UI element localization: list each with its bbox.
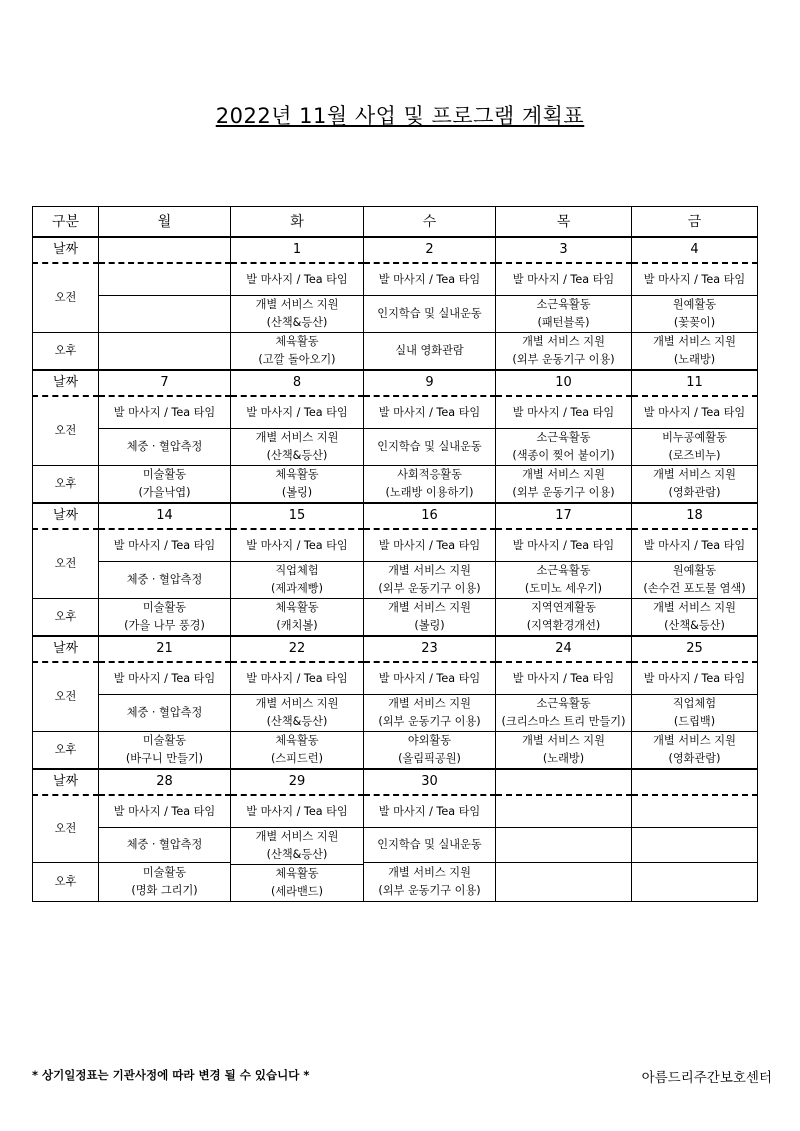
schedule-cell (496, 795, 632, 828)
date-row (33, 769, 758, 795)
schedule-cell: 개별 서비스 지원 (산책&등산) (632, 599, 758, 637)
schedule-cell: 발 마사지 / Tea 타임 (496, 529, 632, 562)
date-cell: 15 (231, 503, 364, 529)
schedule-cell: 발 마사지 / Tea 타임 (99, 529, 231, 562)
date-cell: 9 (364, 370, 496, 396)
date-label: 날짜 (33, 769, 99, 795)
header-cell: 월 (99, 207, 231, 238)
schedule-body (33, 207, 758, 902)
schedule-cell: 발 마사지 / Tea 타임 (364, 529, 496, 562)
date-cell: 14 (99, 503, 231, 529)
schedule-cell: 인지학습 및 실내운동 (364, 296, 496, 333)
date-cell: 4 (632, 237, 758, 263)
schedule-cell: 발 마사지 / Tea 타임 (364, 662, 496, 695)
date-cell: 28 (99, 769, 231, 795)
date-cell (496, 769, 632, 795)
date-cell: 23 (364, 636, 496, 662)
schedule-cell (99, 333, 231, 371)
footer-note: * 상기일정표는 기관사정에 따라 변경 될 수 있습니다 * (32, 1068, 310, 1082)
schedule-cell: 개별 서비스 지원 (볼링) (364, 599, 496, 637)
am-row-1 (33, 396, 758, 429)
schedule-cell: 미술활동 (가을 나무 풍경) (99, 599, 231, 637)
schedule-cell: 발 마사지 / Tea 타임 (99, 795, 231, 828)
schedule-cell: 체육활동 (고깔 돌아오기) (231, 333, 364, 371)
schedule-cell: 체육활동 (세라밴드) (231, 865, 364, 902)
am-label: 오전 (33, 795, 99, 863)
header-cell: 목 (496, 207, 632, 238)
pm-label: 오후 (33, 599, 99, 637)
schedule-cell: 개별 서비스 지원 (노래방) (496, 732, 632, 770)
date-cell: 29 (231, 769, 364, 795)
pm-label: 오후 (33, 732, 99, 770)
date-cell: 3 (496, 237, 632, 263)
schedule-cell: 개별 서비스 지원 (영화관람) (632, 732, 758, 770)
header-cell: 구분 (33, 207, 99, 238)
schedule-cell: 직업체험 (드립백) (632, 695, 758, 732)
schedule-cell: 소근육활동 (도미노 세우기) (496, 562, 632, 599)
date-label: 날짜 (33, 237, 99, 263)
schedule-cell: 체중 · 혈압측정 (99, 695, 231, 732)
schedule-cell: 발 마사지 / Tea 타임 (231, 795, 364, 828)
am-row-2 (33, 562, 758, 599)
page-title (0, 100, 800, 130)
schedule-cell: 발 마사지 / Tea 타임 (496, 263, 632, 296)
schedule-cell (99, 296, 231, 333)
date-cell (99, 237, 231, 263)
schedule-cell (496, 863, 632, 902)
schedule-cell: 체육활동 (스피드런) (231, 732, 364, 770)
pm-row-1 (33, 863, 758, 865)
schedule-cell: 체육활동 (볼링) (231, 466, 364, 504)
date-row (33, 503, 758, 529)
header-cell: 수 (364, 207, 496, 238)
am-label: 오전 (33, 662, 99, 732)
am-label: 오전 (33, 396, 99, 466)
date-cell: 22 (231, 636, 364, 662)
schedule-cell: 발 마사지 / Tea 타임 (632, 662, 758, 695)
schedule-cell: 직업체험 (제과제빵) (231, 562, 364, 599)
schedule-cell: 발 마사지 / Tea 타임 (496, 662, 632, 695)
schedule-cell: 인지학습 및 실내운동 (364, 828, 496, 863)
schedule-cell: 발 마사지 / Tea 타임 (364, 263, 496, 296)
schedule-cell (99, 263, 231, 296)
schedule-cell: 발 마사지 / Tea 타임 (231, 662, 364, 695)
schedule-cell: 발 마사지 / Tea 타임 (231, 529, 364, 562)
am-row-2 (33, 828, 758, 863)
date-row (33, 237, 758, 263)
schedule-cell: 개별 서비스 지원 (영화관람) (632, 466, 758, 504)
schedule-cell: 비누공예활동 (로즈비누) (632, 429, 758, 466)
date-cell: 30 (364, 769, 496, 795)
pm-label: 오후 (33, 863, 99, 902)
schedule-cell: 원예활동 (꽃꽂이) (632, 296, 758, 333)
schedule-cell: 발 마사지 / Tea 타임 (99, 662, 231, 695)
schedule-cell: 개별 서비스 지원 (외부 운동기구 이용) (364, 695, 496, 732)
schedule-cell: 미술활동 (가을낙엽) (99, 466, 231, 504)
date-cell: 18 (632, 503, 758, 529)
date-cell: 1 (231, 237, 364, 263)
schedule-cell: 발 마사지 / Tea 타임 (632, 263, 758, 296)
date-cell: 17 (496, 503, 632, 529)
schedule-cell: 야외활동 (올림픽공원) (364, 732, 496, 770)
schedule-cell: 원예활동 (손수건 포도물 염색) (632, 562, 758, 599)
schedule-cell: 발 마사지 / Tea 타임 (632, 529, 758, 562)
schedule-cell: 소근육활동 (패턴블록) (496, 296, 632, 333)
schedule-cell: 인지학습 및 실내운동 (364, 429, 496, 466)
am-row-1 (33, 263, 758, 296)
am-row-1 (33, 795, 758, 828)
schedule-table (32, 206, 758, 902)
am-row-2 (33, 695, 758, 732)
date-cell: 24 (496, 636, 632, 662)
schedule-cell: 체중 · 혈압측정 (99, 562, 231, 599)
schedule-cell: 사회적응활동 (노래방 이용하기) (364, 466, 496, 504)
schedule-cell: 체육활동 (캐치볼) (231, 599, 364, 637)
schedule-cell: 발 마사지 / Tea 타임 (632, 396, 758, 429)
am-row-2 (33, 296, 758, 333)
schedule-cell: 지역연계활동 (지역환경개선) (496, 599, 632, 637)
page-title-text: 2022년 11월 사업 및 프로그램 계획표 (215, 104, 585, 128)
date-cell (632, 769, 758, 795)
schedule-cell: 발 마사지 / Tea 타임 (99, 396, 231, 429)
date-label: 날짜 (33, 370, 99, 396)
schedule-cell: 발 마사지 / Tea 타임 (231, 263, 364, 296)
schedule-cell: 발 마사지 / Tea 타임 (364, 396, 496, 429)
date-cell: 10 (496, 370, 632, 396)
pm-label: 오후 (33, 466, 99, 504)
schedule-cell (632, 795, 758, 828)
date-cell: 8 (231, 370, 364, 396)
schedule-cell: 개별 서비스 지원 (노래방) (632, 333, 758, 371)
am-label: 오전 (33, 263, 99, 333)
schedule-cell: 개별 서비스 지원 (외부 운동기구 이용) (364, 562, 496, 599)
schedule-cell: 발 마사지 / Tea 타임 (231, 396, 364, 429)
schedule-cell: 개별 서비스 지원 (외부 운동기구 이용) (364, 863, 496, 902)
schedule-cell: 소근육활동 (크리스마스 트리 만들기) (496, 695, 632, 732)
schedule-cell (632, 828, 758, 863)
header-row (33, 207, 758, 238)
schedule-cell: 발 마사지 / Tea 타임 (364, 795, 496, 828)
schedule-cell: 발 마사지 / Tea 타임 (496, 396, 632, 429)
schedule-cell: 개별 서비스 지원 (외부 운동기구 이용) (496, 333, 632, 371)
organization-name: 아름드리주간보호센터 (641, 1070, 772, 1086)
schedule-cell: 체중 · 혈압측정 (99, 429, 231, 466)
schedule-cell: 실내 영화관람 (364, 333, 496, 371)
date-cell: 16 (364, 503, 496, 529)
date-cell: 25 (632, 636, 758, 662)
schedule-cell: 미술활동 (명화 그리기) (99, 863, 231, 902)
schedule-cell (632, 863, 758, 902)
date-cell: 11 (632, 370, 758, 396)
schedule-cell: 개별 서비스 지원 (산책&등산) (231, 695, 364, 732)
date-row (33, 370, 758, 396)
date-cell: 2 (364, 237, 496, 263)
am-row-1 (33, 662, 758, 695)
date-cell: 7 (99, 370, 231, 396)
date-row (33, 636, 758, 662)
schedule-cell (496, 828, 632, 863)
schedule-cell: 개별 서비스 지원 (산책&등산) (231, 296, 364, 333)
header-cell: 금 (632, 207, 758, 238)
date-label: 날짜 (33, 503, 99, 529)
date-label: 날짜 (33, 636, 99, 662)
am-row-2 (33, 429, 758, 466)
schedule-cell: 개별 서비스 지원 (산책&등산) (231, 429, 364, 466)
pm-label: 오후 (33, 333, 99, 371)
am-row-1 (33, 529, 758, 562)
date-cell: 21 (99, 636, 231, 662)
schedule-cell: 개별 서비스 지원 (산책&등산) (231, 828, 364, 865)
am-label: 오전 (33, 529, 99, 599)
schedule-cell: 소근육활동 (색종이 찢어 붙이기) (496, 429, 632, 466)
schedule-cell: 미술활동 (바구니 만들기) (99, 732, 231, 770)
schedule-cell: 개별 서비스 지원 (외부 운동기구 이용) (496, 466, 632, 504)
schedule-cell: 체중 · 혈압측정 (99, 828, 231, 863)
header-cell: 화 (231, 207, 364, 238)
